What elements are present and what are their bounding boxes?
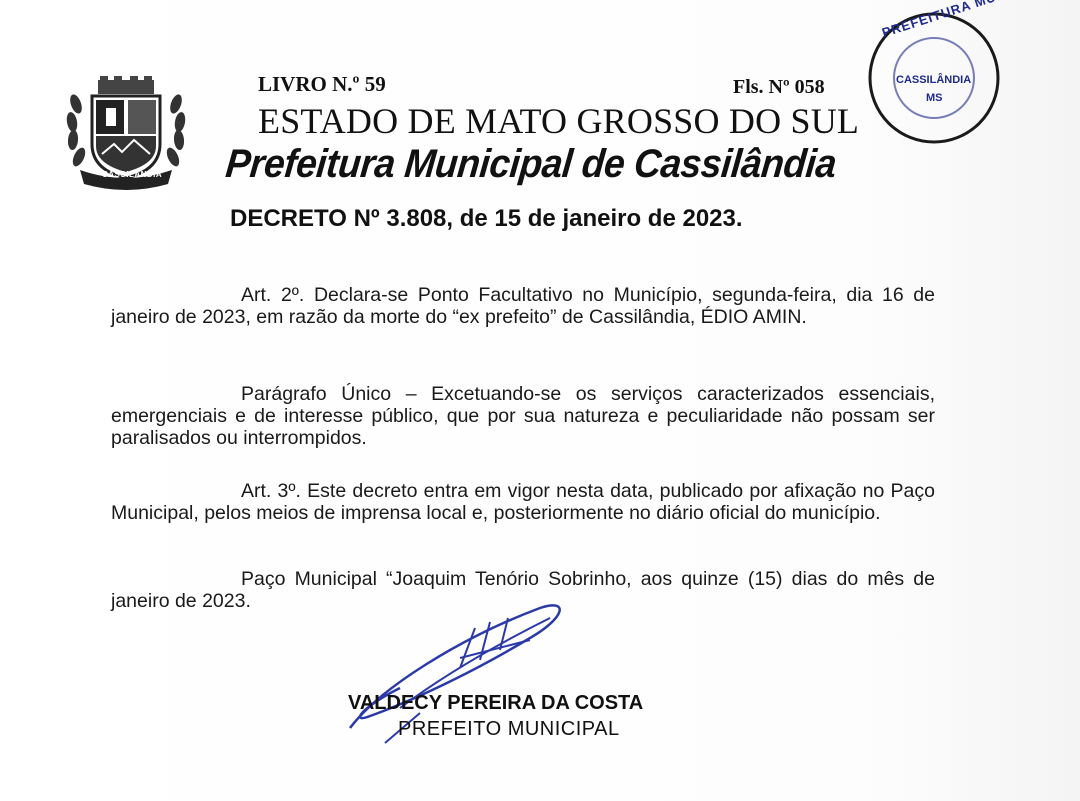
paragraph-text: Art. 3º. Este decreto entra em vigor nesta data, publicado por afixação no Paço Municipal, pelos meios de imprensa local e, posteriormente no diário oficial do município.: [111, 480, 935, 524]
paragraph-text: Art. 2º. Declara-se Ponto Facultativo no Município, segunda-feira, dia 16 de janeiro de 2023, em razão da morte do “ex prefeito” de Cassilândia, ÉDIO AMIN.: [111, 284, 935, 328]
paragraph-text: Parágrafo Único – Excetuando-se os serviços caracterizados essenciais, emergenciais e de interesse público, que por sua natureza e peculiaridade não possam ser paralisados ou interrompidos.: [111, 383, 935, 449]
coat-of-arms-label: CASSILÂNDIA: [102, 170, 163, 179]
book-number: LIVRO N.º 59: [258, 72, 386, 96]
paragraph-unico: [111, 383, 935, 449]
paragraph-text: Paço Municipal “Joaquim Tenório Sobrinho, aos quinze (15) dias do mês de janeiro de 2023.: [111, 568, 935, 612]
prefecture-name: Prefeitura Municipal de Cassilândia: [223, 142, 839, 186]
signer-name: VALDECY PEREIRA DA COSTA: [348, 692, 644, 714]
decree-title: DECRETO Nº 3.808, de 15 de janeiro de 2023.: [230, 205, 743, 232]
stamp-city: CASSILÂNDIA: [896, 74, 972, 86]
state-name: ESTADO DE MATO GROSSO DO SUL: [258, 101, 860, 141]
signer-title: PREFEITO MUNICIPAL: [398, 718, 620, 740]
paragraph-art-3: [111, 480, 935, 524]
stamp-state: MS: [926, 92, 943, 104]
paragraph-art-2: [111, 284, 935, 328]
page-number: Fls. Nº 058: [733, 76, 825, 98]
